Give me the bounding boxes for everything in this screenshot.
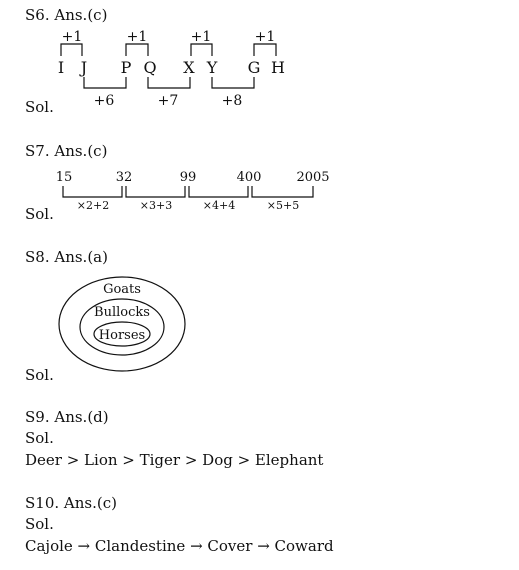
s7-op-2: ×3+3 <box>139 199 173 212</box>
s7-op-3: ×4+4 <box>202 199 236 212</box>
s7-number-3: 99 <box>179 170 197 185</box>
s6-heading: S6. Ans.(c) <box>25 6 108 24</box>
s9-answer: Deer > Lion > Tiger > Dog > Elephant <box>25 451 324 469</box>
s8-inner-label: Horses <box>98 328 146 343</box>
s6-top-step-4: +1 <box>254 29 276 45</box>
s6-sol-label: Sol. <box>25 98 54 116</box>
s10-heading: S10. Ans.(c) <box>25 494 117 512</box>
s8-outer-label: Goats <box>103 282 141 297</box>
s6-letter-1: I <box>57 58 65 77</box>
s7-heading: S7. Ans.(c) <box>25 142 108 160</box>
s6-letter-7: G <box>247 58 261 77</box>
s6-top-step-3: +1 <box>190 29 212 45</box>
s7-number-1: 15 <box>55 170 73 185</box>
s6-letter-4: Q <box>143 58 157 77</box>
s6-letter-8: H <box>271 58 285 77</box>
s8-sol-label: Sol. <box>25 366 54 384</box>
s7-number-4: 400 <box>236 170 262 185</box>
s7-sol-label: Sol. <box>25 205 54 223</box>
s7-number-5: 2005 <box>296 170 330 185</box>
s6-letter-3: P <box>120 58 132 77</box>
s6-letter-2: J <box>80 58 88 77</box>
s6-top-step-2: +1 <box>126 29 148 45</box>
s7-op-4: ×5+5 <box>266 199 300 212</box>
s7-op-1: ×2+2 <box>76 199 110 212</box>
s6-letter-5: X <box>183 58 195 77</box>
s6-bottom-step-1: +6 <box>93 93 115 109</box>
s6-letter-6: Y <box>206 58 218 77</box>
s8-middle-label: Bullocks <box>94 305 150 320</box>
s7-number-2: 32 <box>115 170 133 185</box>
s8-heading: S8. Ans.(a) <box>25 248 108 266</box>
s6-bottom-step-2: +7 <box>157 93 179 109</box>
s9-heading: S9. Ans.(d) <box>25 408 109 426</box>
s6-top-step-1: +1 <box>61 29 83 45</box>
s6-bottom-step-3: +8 <box>221 93 243 109</box>
s10-answer: Cajole → Clandestine → Cover → Coward <box>25 537 334 555</box>
s10-sol-label: Sol. <box>25 515 54 533</box>
s9-sol-label: Sol. <box>25 429 54 447</box>
